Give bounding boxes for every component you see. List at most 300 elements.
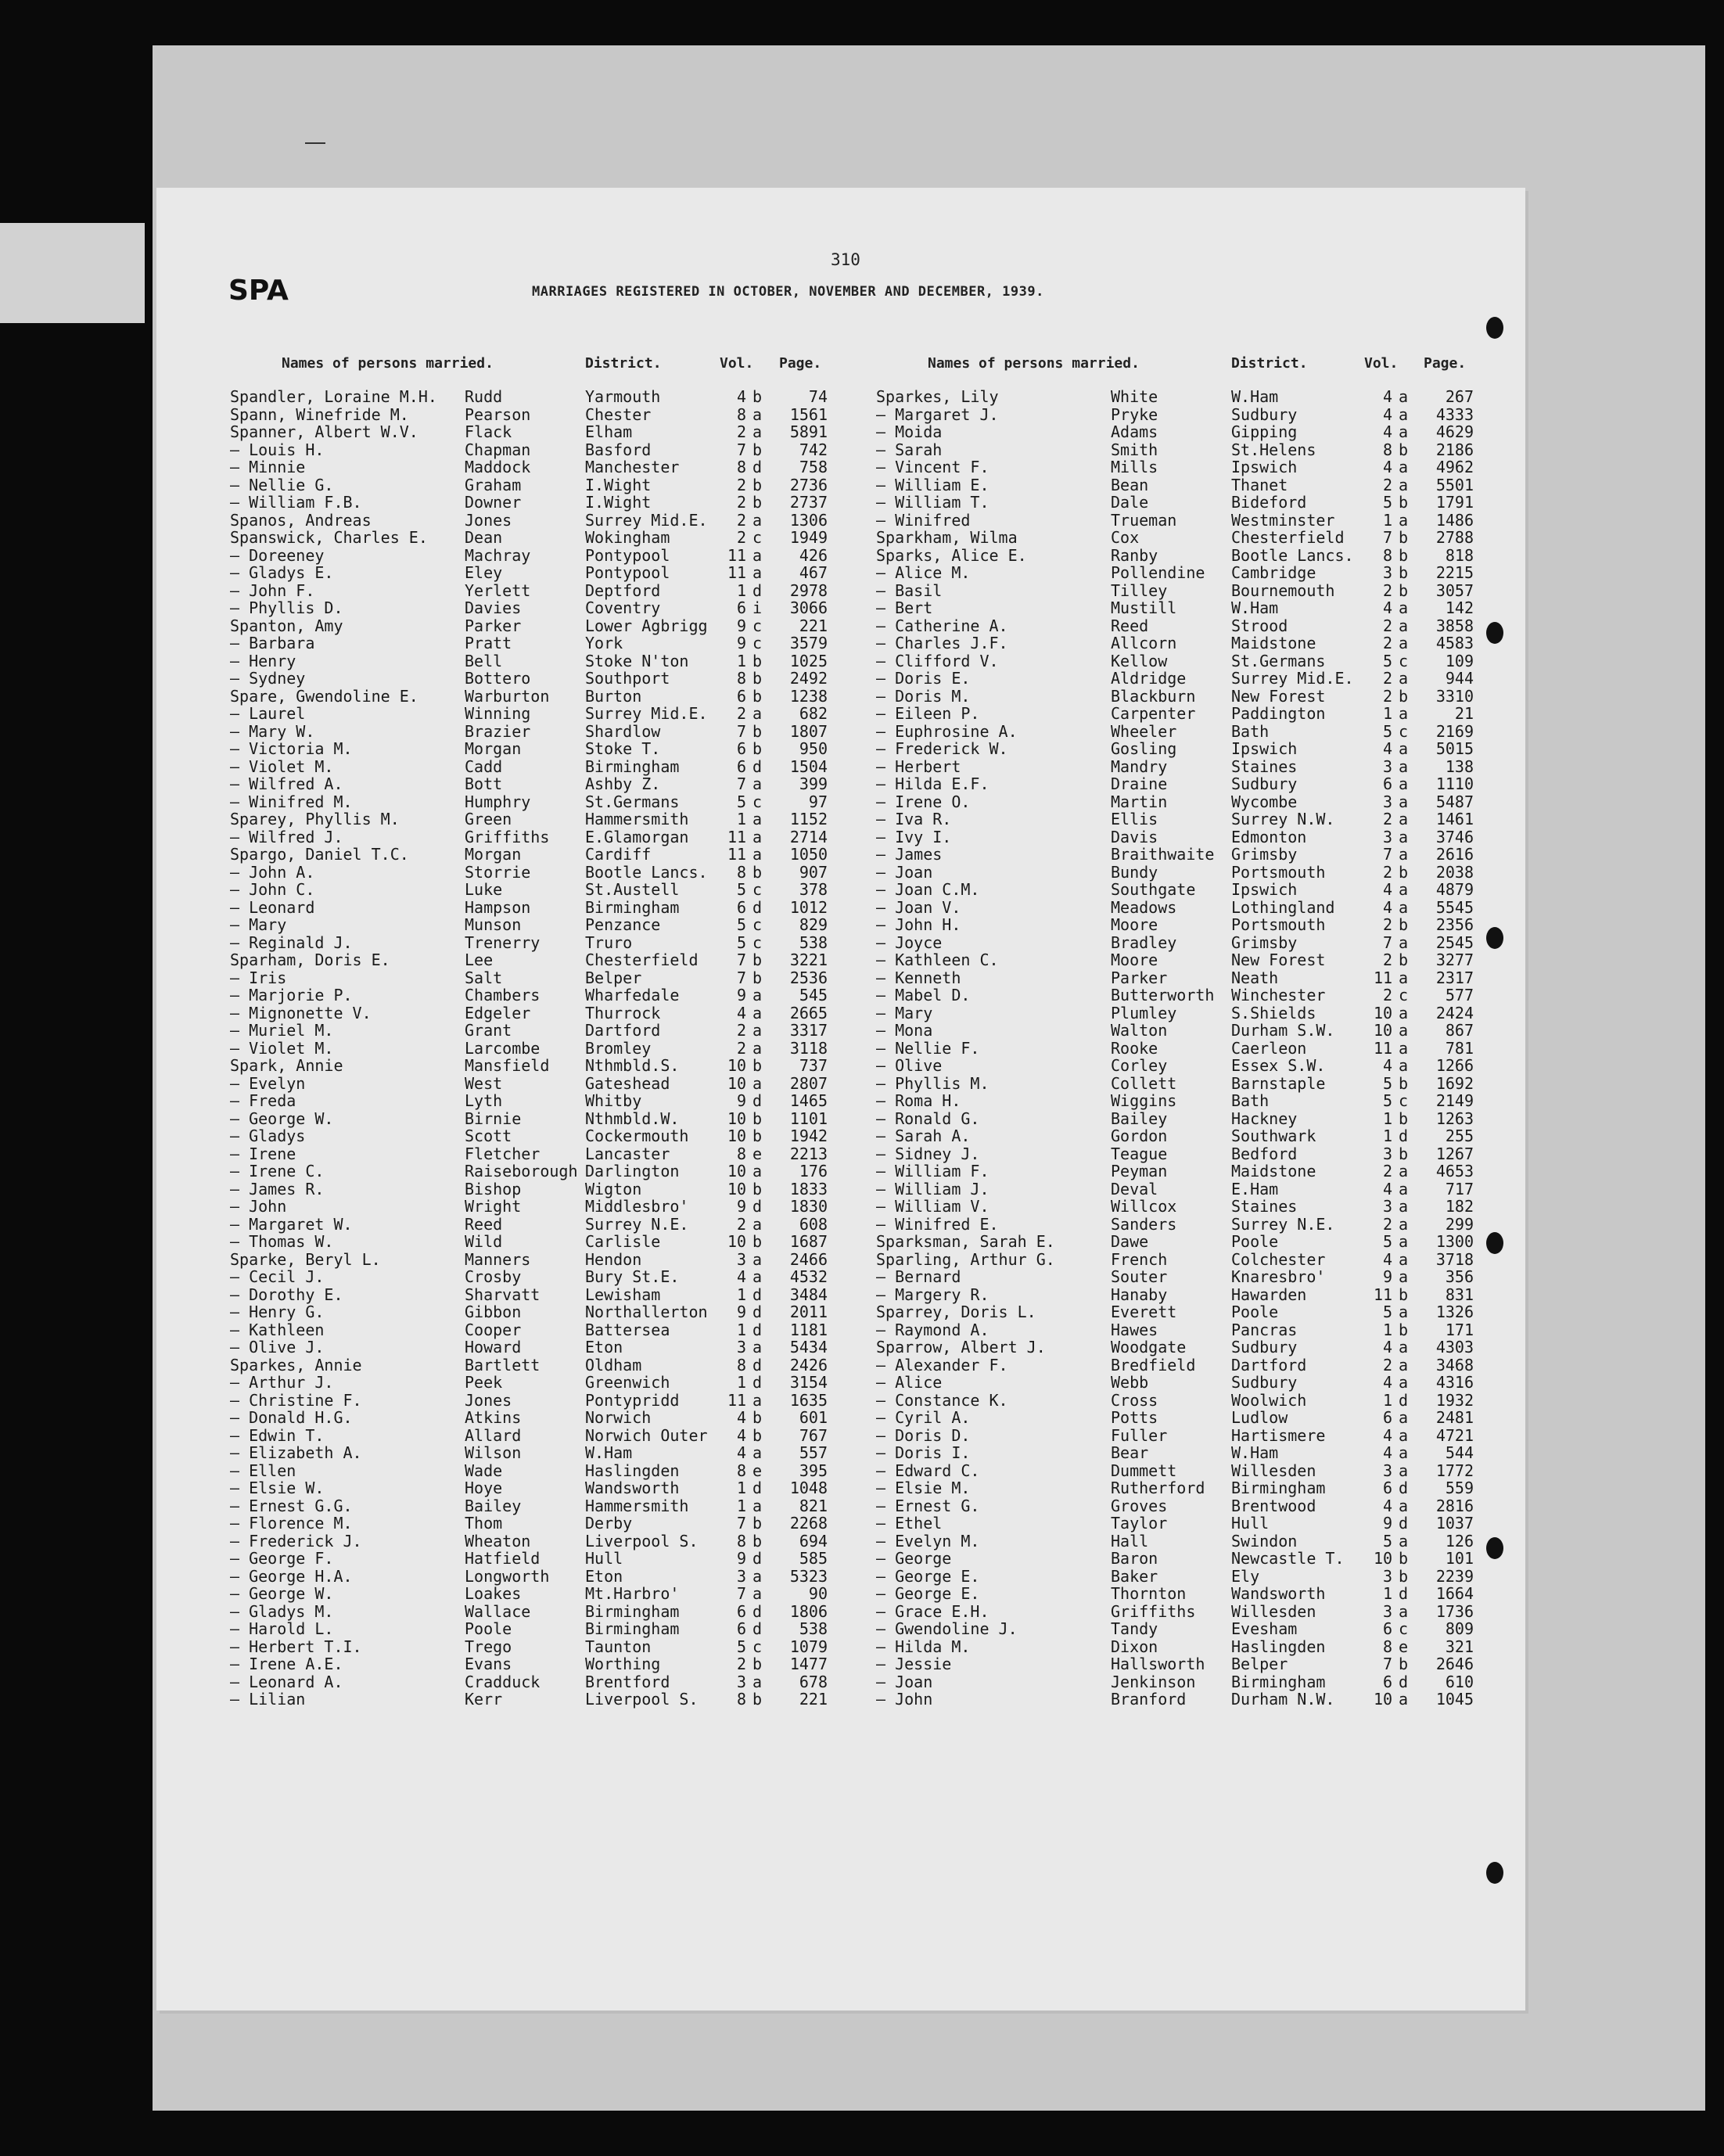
entry-page: 5501	[1435, 475, 1474, 494]
entry-volume: 11	[727, 827, 747, 846]
entry-name: — Mona	[876, 1021, 933, 1040]
entry-volume-letter: a	[1399, 475, 1409, 494]
entry-spouse: Branford	[1111, 1690, 1187, 1709]
entry-name: — Ernest G.	[876, 1496, 980, 1515]
entry-spouse: Yerlett	[465, 580, 531, 600]
entry-volume: 8	[1382, 440, 1392, 459]
entry-volume: 7	[736, 968, 746, 987]
entry-district: Southport	[585, 669, 670, 688]
entry-volume: 1	[736, 651, 746, 670]
entry-page: 545	[799, 986, 828, 1004]
entry-name: Sparrow, Albert J.	[876, 1338, 1046, 1356]
entry-spouse: Meadows	[1111, 897, 1177, 917]
entry-spouse: Pratt	[465, 634, 512, 652]
entry-volume: 3	[1382, 827, 1392, 846]
entry-volume-letter: a	[1399, 458, 1409, 476]
entry-district: Gipping	[1231, 422, 1298, 441]
entry-volume-letter: c	[752, 1637, 763, 1656]
entry-name: — Joan V.	[876, 897, 961, 917]
entry-district: Thanet	[1231, 475, 1288, 494]
entry-district: Bath	[1231, 721, 1270, 741]
entry-name: — John H.	[876, 915, 961, 934]
entry-page: 1830	[789, 1197, 828, 1216]
entry-name: Sparey, Phyllis M.	[230, 810, 400, 828]
entry-page: 2492	[789, 669, 828, 688]
entry-page: 577	[1445, 986, 1474, 1004]
entry-volume-letter: c	[1399, 1091, 1409, 1110]
entry-district: Chesterfield	[1231, 528, 1345, 547]
entry-district: E.Ham	[1231, 1179, 1279, 1198]
entry-spouse: Howard	[465, 1338, 522, 1356]
entry-spouse: Cox	[1111, 528, 1140, 547]
entry-page: 2011	[789, 1303, 828, 1321]
entry-volume-letter: e	[752, 1461, 763, 1480]
entry-district: York	[585, 634, 623, 652]
entry-name: — Doris D.	[876, 1425, 971, 1445]
entry-volume-letter: b	[752, 669, 763, 688]
entry-page: 1477	[789, 1655, 828, 1673]
entry-spouse: Parker	[465, 616, 522, 635]
entry-volume-letter: a	[1399, 704, 1409, 723]
entry-volume-letter: a	[1399, 774, 1409, 793]
entry-district: Lewisham	[585, 1285, 661, 1304]
entry-volume: 10	[727, 1127, 747, 1145]
entry-volume-letter: a	[752, 1073, 763, 1093]
entry-volume-letter: a	[752, 1021, 763, 1040]
entry-volume-letter: b	[1399, 1566, 1409, 1586]
entry-district: Chesterfield	[585, 950, 699, 969]
entry-volume-letter: b	[752, 440, 763, 459]
entry-name: — Irene	[230, 1144, 296, 1163]
entry-district: Thurrock	[585, 1003, 661, 1022]
entry-page: 4962	[1435, 458, 1474, 476]
entry-volume: 2	[736, 1021, 746, 1040]
entry-name: Sparkes, Annie	[230, 1355, 362, 1374]
entry-name: — Nellie G.	[230, 475, 334, 494]
entry-spouse: Maddock	[465, 458, 531, 476]
entry-page: 2317	[1435, 968, 1474, 987]
entry-district: Gateshead	[585, 1073, 670, 1093]
entry-name: Spare, Gwendoline E.	[230, 686, 418, 706]
entry-name: — Sarah A.	[876, 1127, 971, 1145]
entry-district: Strood	[1231, 616, 1288, 635]
entry-spouse: Hanaby	[1111, 1285, 1168, 1304]
entry-district: Bath	[1231, 1091, 1270, 1110]
entry-page: 4316	[1435, 1373, 1474, 1392]
entry-district: Hammersmith	[585, 810, 689, 828]
entry-district: Hartismere	[1231, 1425, 1326, 1445]
entry-volume: 1	[736, 580, 746, 600]
entry-name: — Olive J.	[230, 1338, 325, 1356]
entry-page: 717	[1445, 1179, 1474, 1198]
entry-spouse: Allard	[465, 1425, 522, 1445]
entry-name: Sparkham, Wilma	[876, 528, 1018, 547]
entry-name: — Mignonette V.	[230, 1003, 372, 1022]
entry-spouse: Mustill	[1111, 598, 1177, 617]
entry-name: — George F.	[230, 1549, 334, 1568]
entry-page: 682	[799, 704, 828, 723]
entry-spouse: Rudd	[465, 387, 503, 406]
entry-volume-letter: a	[1399, 669, 1409, 688]
entry-district: Pancras	[1231, 1320, 1298, 1339]
entry-spouse: Morgan	[465, 845, 522, 864]
entry-spouse: Bartlett	[465, 1355, 541, 1374]
entry-spouse: Flack	[465, 422, 512, 441]
entry-volume: 9	[736, 986, 746, 1004]
entry-spouse: West	[465, 1073, 503, 1093]
entry-page: 4629	[1435, 422, 1474, 441]
entry-page: 4333	[1435, 404, 1474, 424]
entry-volume: 10	[727, 1056, 747, 1075]
entry-page: 2978	[789, 580, 828, 600]
entry-spouse: Groves	[1111, 1496, 1168, 1515]
entry-volume-letter: a	[752, 845, 763, 864]
entry-volume: 11	[727, 1390, 747, 1410]
entry-page: 2169	[1435, 721, 1474, 741]
entry-spouse: Winning	[465, 704, 531, 723]
entry-page: 1736	[1435, 1601, 1474, 1621]
entry-volume: 5	[1382, 493, 1392, 512]
entry-name: — Evelyn M.	[876, 1531, 980, 1551]
entry-district: Greenwich	[585, 1373, 670, 1392]
entry-volume-letter: b	[752, 1425, 763, 1445]
entry-page: 1267	[1435, 1144, 1474, 1163]
entry-page: 5487	[1435, 792, 1474, 811]
entry-volume: 4	[1382, 387, 1392, 406]
entry-name: — William F.B.	[230, 493, 362, 512]
entry-volume: 5	[736, 932, 746, 952]
entry-spouse: Bradley	[1111, 932, 1177, 952]
entry-district: Wokingham	[585, 528, 670, 547]
entry-district: Liverpool S.	[585, 1531, 699, 1551]
entry-spouse: Dawe	[1111, 1232, 1149, 1251]
entry-volume: 8	[1382, 545, 1392, 565]
entry-volume: 1	[1382, 1127, 1392, 1145]
entry-volume: 4	[736, 387, 746, 406]
entry-volume-letter: a	[1399, 634, 1409, 652]
entry-spouse: Brazier	[465, 721, 531, 741]
entry-volume: 1	[1382, 704, 1392, 723]
entry-spouse: Munson	[465, 915, 522, 934]
entry-name: — Margaret J.	[876, 404, 999, 424]
entry-page: 950	[799, 739, 828, 758]
entry-volume-letter: b	[752, 739, 763, 758]
entry-volume: 7	[1382, 1655, 1392, 1673]
entry-volume-letter: a	[752, 422, 763, 441]
entry-volume: 5	[736, 1637, 746, 1656]
header-names-left: Names of persons married.	[282, 355, 494, 372]
entry-district: Dartford	[585, 1021, 661, 1040]
entry-page: 821	[799, 1496, 828, 1515]
entry-name: Spanner, Albert W.V.	[230, 422, 418, 441]
entry-name: — Freda	[230, 1091, 296, 1110]
entry-spouse: Chambers	[465, 986, 541, 1004]
entry-page: 3277	[1435, 950, 1474, 969]
entry-district: Ipswich	[1231, 739, 1298, 758]
entry-volume: 6	[1382, 1479, 1392, 1497]
entry-district: Pontypridd	[585, 1390, 680, 1410]
entry-district: Yarmouth	[585, 387, 661, 406]
entry-name: — Ronald G.	[876, 1109, 980, 1128]
entry-name: — Gwendoline J.	[876, 1619, 1018, 1638]
entry-volume: 3	[1382, 1601, 1392, 1621]
entry-district: Whitby	[585, 1091, 642, 1110]
entry-page: 3154	[789, 1373, 828, 1392]
entry-name: — Irene O.	[876, 792, 971, 811]
entry-district: Poole	[1231, 1232, 1279, 1251]
entry-volume: 7	[736, 721, 746, 741]
entry-page: 1110	[1435, 774, 1474, 793]
entry-name: — Lilian	[230, 1690, 306, 1709]
entry-page: 608	[799, 1214, 828, 1234]
entry-page: 2536	[789, 968, 828, 987]
entry-spouse: Wilson	[465, 1443, 522, 1462]
entry-name: — Sydney	[230, 669, 306, 688]
entry-page: 126	[1445, 1531, 1474, 1551]
entry-spouse: Tilley	[1111, 580, 1168, 600]
entry-volume: 4	[1382, 1425, 1392, 1445]
entry-volume: 9	[736, 1549, 746, 1568]
entry-district: Truro	[585, 932, 633, 952]
entry-volume-letter: b	[1399, 1549, 1409, 1568]
entry-page: 221	[799, 616, 828, 635]
entry-name: — Kenneth	[876, 968, 961, 987]
entry-spouse: Bottero	[465, 669, 531, 688]
entry-name: — Bernard	[876, 1267, 961, 1286]
entry-volume-letter: b	[1399, 545, 1409, 565]
entry-district: Pontypool	[585, 563, 670, 582]
entry-name: — Basil	[876, 580, 943, 600]
entry-volume-letter: b	[1399, 1144, 1409, 1163]
entry-district: Portsmouth	[1231, 862, 1326, 882]
entry-volume: 8	[736, 669, 746, 688]
entry-district: St.Germans	[1231, 651, 1326, 670]
entry-name: — Grace E.H.	[876, 1601, 990, 1621]
entry-spouse: Moore	[1111, 950, 1158, 969]
entry-district: Bootle Lancs.	[1231, 545, 1354, 565]
entry-name: — Louis H.	[230, 440, 325, 459]
entry-district: Norwich Outer	[585, 1425, 708, 1445]
entry-volume-letter: a	[752, 1672, 763, 1691]
entry-volume: 3	[1382, 1566, 1392, 1586]
entry-spouse: Jones	[465, 510, 512, 530]
entry-volume: 1	[736, 1479, 746, 1497]
entry-page: 74	[808, 387, 828, 406]
entry-spouse: Fletcher	[465, 1144, 541, 1163]
entry-name: — Jessie	[876, 1655, 952, 1673]
header-names-right: Names of persons married.	[928, 355, 1140, 372]
entry-spouse: Gibbon	[465, 1303, 522, 1321]
entry-name: — Nellie F.	[876, 1038, 980, 1058]
entry-name: — George W.	[230, 1109, 334, 1128]
entry-district: Belper	[585, 968, 642, 987]
entry-district: Hackney	[1231, 1109, 1298, 1128]
entry-spouse: Lee	[465, 950, 494, 969]
entry-spouse: Reed	[465, 1214, 503, 1234]
entry-name: — Muriel M.	[230, 1021, 334, 1040]
entry-page: 829	[799, 915, 828, 934]
entry-volume: 11	[727, 563, 747, 582]
entry-name: — John A.	[230, 862, 315, 882]
side-strip	[0, 223, 145, 323]
entry-name: — Violet M.	[230, 1038, 334, 1058]
entry-spouse: Dale	[1111, 493, 1149, 512]
entry-page: 1461	[1435, 810, 1474, 828]
entry-district: Stoke T.	[585, 739, 661, 758]
entry-spouse: Peyman	[1111, 1162, 1168, 1180]
entry-page: 2481	[1435, 1408, 1474, 1427]
entry-volume: 3	[736, 1566, 746, 1586]
entry-page: 538	[799, 1619, 828, 1638]
entry-name: — Elizabeth A.	[230, 1443, 362, 1462]
entry-volume: 6	[1382, 774, 1392, 793]
entry-name: — Clifford V.	[876, 651, 999, 670]
entry-volume-letter: e	[752, 1144, 763, 1163]
entry-page: 2239	[1435, 1566, 1474, 1586]
entry-volume-letter: b	[752, 1690, 763, 1709]
entry-spouse: Rutherford	[1111, 1479, 1205, 1497]
entry-spouse: Tandy	[1111, 1619, 1158, 1638]
entry-page: 1263	[1435, 1109, 1474, 1128]
entry-name: — Evelyn	[230, 1073, 306, 1093]
entry-spouse: Birnie	[465, 1109, 522, 1128]
entry-volume-letter: c	[752, 932, 763, 952]
entry-name: — John F.	[230, 580, 315, 600]
entry-spouse: Woodgate	[1111, 1338, 1187, 1356]
entry-page: 1300	[1435, 1232, 1474, 1251]
entry-page: 4583	[1435, 634, 1474, 652]
entry-volume: 5	[1382, 1232, 1392, 1251]
entry-volume: 5	[1382, 1303, 1392, 1321]
entry-name: — Doris I.	[876, 1443, 971, 1462]
entry-district: Liverpool S.	[585, 1690, 699, 1709]
entry-page: 3746	[1435, 827, 1474, 846]
entry-volume-letter: b	[1399, 686, 1409, 706]
entry-volume: 2	[1382, 986, 1392, 1004]
entry-spouse: Pollendine	[1111, 563, 1205, 582]
entry-volume-letter: a	[1399, 1461, 1409, 1480]
entry-page: 4532	[789, 1267, 828, 1286]
entry-district: Hendon	[585, 1249, 642, 1269]
entry-volume: 10	[727, 1232, 747, 1251]
entry-volume: 9	[736, 1197, 746, 1216]
entry-district: Lower Agbrigg	[585, 616, 708, 635]
entry-name: Spanos, Andreas	[230, 510, 372, 530]
entry-volume-letter: c	[752, 528, 763, 547]
entry-page: 4721	[1435, 1425, 1474, 1445]
entry-volume: 4	[1382, 739, 1392, 758]
entry-district: Durham S.W.	[1231, 1021, 1335, 1040]
entry-volume-letter: a	[1399, 1179, 1409, 1198]
entry-volume-letter: c	[1399, 651, 1409, 670]
entry-name: — Phyllis M.	[876, 1073, 990, 1093]
entry-spouse: Cradduck	[465, 1672, 541, 1691]
entry-volume: 1	[736, 1320, 746, 1339]
entry-volume: 4	[1382, 1496, 1392, 1515]
entry-page: 2268	[789, 1514, 828, 1533]
entry-spouse: Trueman	[1111, 510, 1177, 530]
entry-spouse: Butterworth	[1111, 986, 1215, 1004]
entry-volume-letter: b	[752, 686, 763, 706]
entry-volume: 11	[727, 845, 747, 864]
entry-volume-letter: d	[752, 1373, 763, 1392]
entry-page: 255	[1445, 1127, 1474, 1145]
entry-district: Grimsby	[1231, 845, 1298, 864]
entry-page: 1942	[789, 1127, 828, 1145]
entry-district: Paddington	[1231, 704, 1326, 723]
entry-volume-letter: a	[752, 1390, 763, 1410]
entry-page: 399	[799, 774, 828, 793]
entry-volume-letter: b	[1399, 440, 1409, 459]
entry-volume-letter: a	[1399, 1162, 1409, 1180]
entry-page: 1012	[789, 897, 828, 917]
entry-volume: 3	[1382, 1197, 1392, 1216]
entry-district: Northallerton	[585, 1303, 708, 1321]
entry-name: — Iva R.	[876, 810, 952, 828]
entry-name: Spanton, Amy	[230, 616, 343, 635]
entry-spouse: Bishop	[465, 1179, 522, 1198]
entry-volume: 7	[736, 774, 746, 793]
entry-district: Colchester	[1231, 1249, 1326, 1269]
entry-name: Sparham, Doris E.	[230, 950, 390, 969]
entry-page: 2646	[1435, 1655, 1474, 1673]
entry-page: 5545	[1435, 897, 1474, 917]
entry-spouse: Carpenter	[1111, 704, 1196, 723]
entry-page: 4879	[1435, 880, 1474, 899]
entry-page: 467	[799, 563, 828, 582]
entry-page: 90	[808, 1584, 828, 1603]
entry-spouse: Thornton	[1111, 1584, 1187, 1603]
header-district-left: District.	[585, 355, 662, 372]
entry-spouse: Mills	[1111, 458, 1158, 476]
entry-district: Willesden	[1231, 1461, 1316, 1480]
entry-volume-letter: a	[752, 704, 763, 723]
entry-name: — James	[876, 845, 943, 864]
entry-page: 2466	[789, 1249, 828, 1269]
entry-district: Surrey Mid.E.	[1231, 669, 1354, 688]
entry-spouse: Sharvatt	[465, 1285, 541, 1304]
entry-name: — Doris E.	[876, 669, 971, 688]
entry-name: — Leonard	[230, 897, 315, 917]
entry-volume-letter: c	[752, 792, 763, 811]
punch-hole	[1486, 317, 1503, 339]
entry-district: Hawarden	[1231, 1285, 1307, 1304]
entry-spouse: Luke	[465, 880, 503, 899]
entry-spouse: Grant	[465, 1021, 512, 1040]
entry-volume-letter: c	[752, 880, 763, 899]
entry-spouse: Moore	[1111, 915, 1158, 934]
entry-spouse: Evans	[465, 1655, 512, 1673]
entry-volume: 7	[1382, 528, 1392, 547]
entry-volume: 11	[1374, 1285, 1393, 1304]
entry-spouse: Baron	[1111, 1549, 1158, 1568]
entry-district: Pontypool	[585, 545, 670, 565]
entry-page: 1050	[789, 845, 828, 864]
entry-page: 176	[799, 1162, 828, 1180]
entry-volume: 9	[1382, 1514, 1392, 1533]
entry-page: 538	[799, 932, 828, 952]
entry-district: Deptford	[585, 580, 661, 600]
entry-district: Staines	[1231, 1197, 1298, 1216]
entry-district: Haslingden	[1231, 1637, 1326, 1656]
entry-district: Bromley	[585, 1038, 652, 1058]
entry-spouse: Jones	[465, 1390, 512, 1410]
entry-page: 378	[799, 880, 828, 899]
entry-page: 4303	[1435, 1338, 1474, 1356]
entry-volume-letter: d	[752, 1303, 763, 1321]
entry-spouse: Bean	[1111, 475, 1149, 494]
entry-volume: 6	[736, 897, 746, 917]
